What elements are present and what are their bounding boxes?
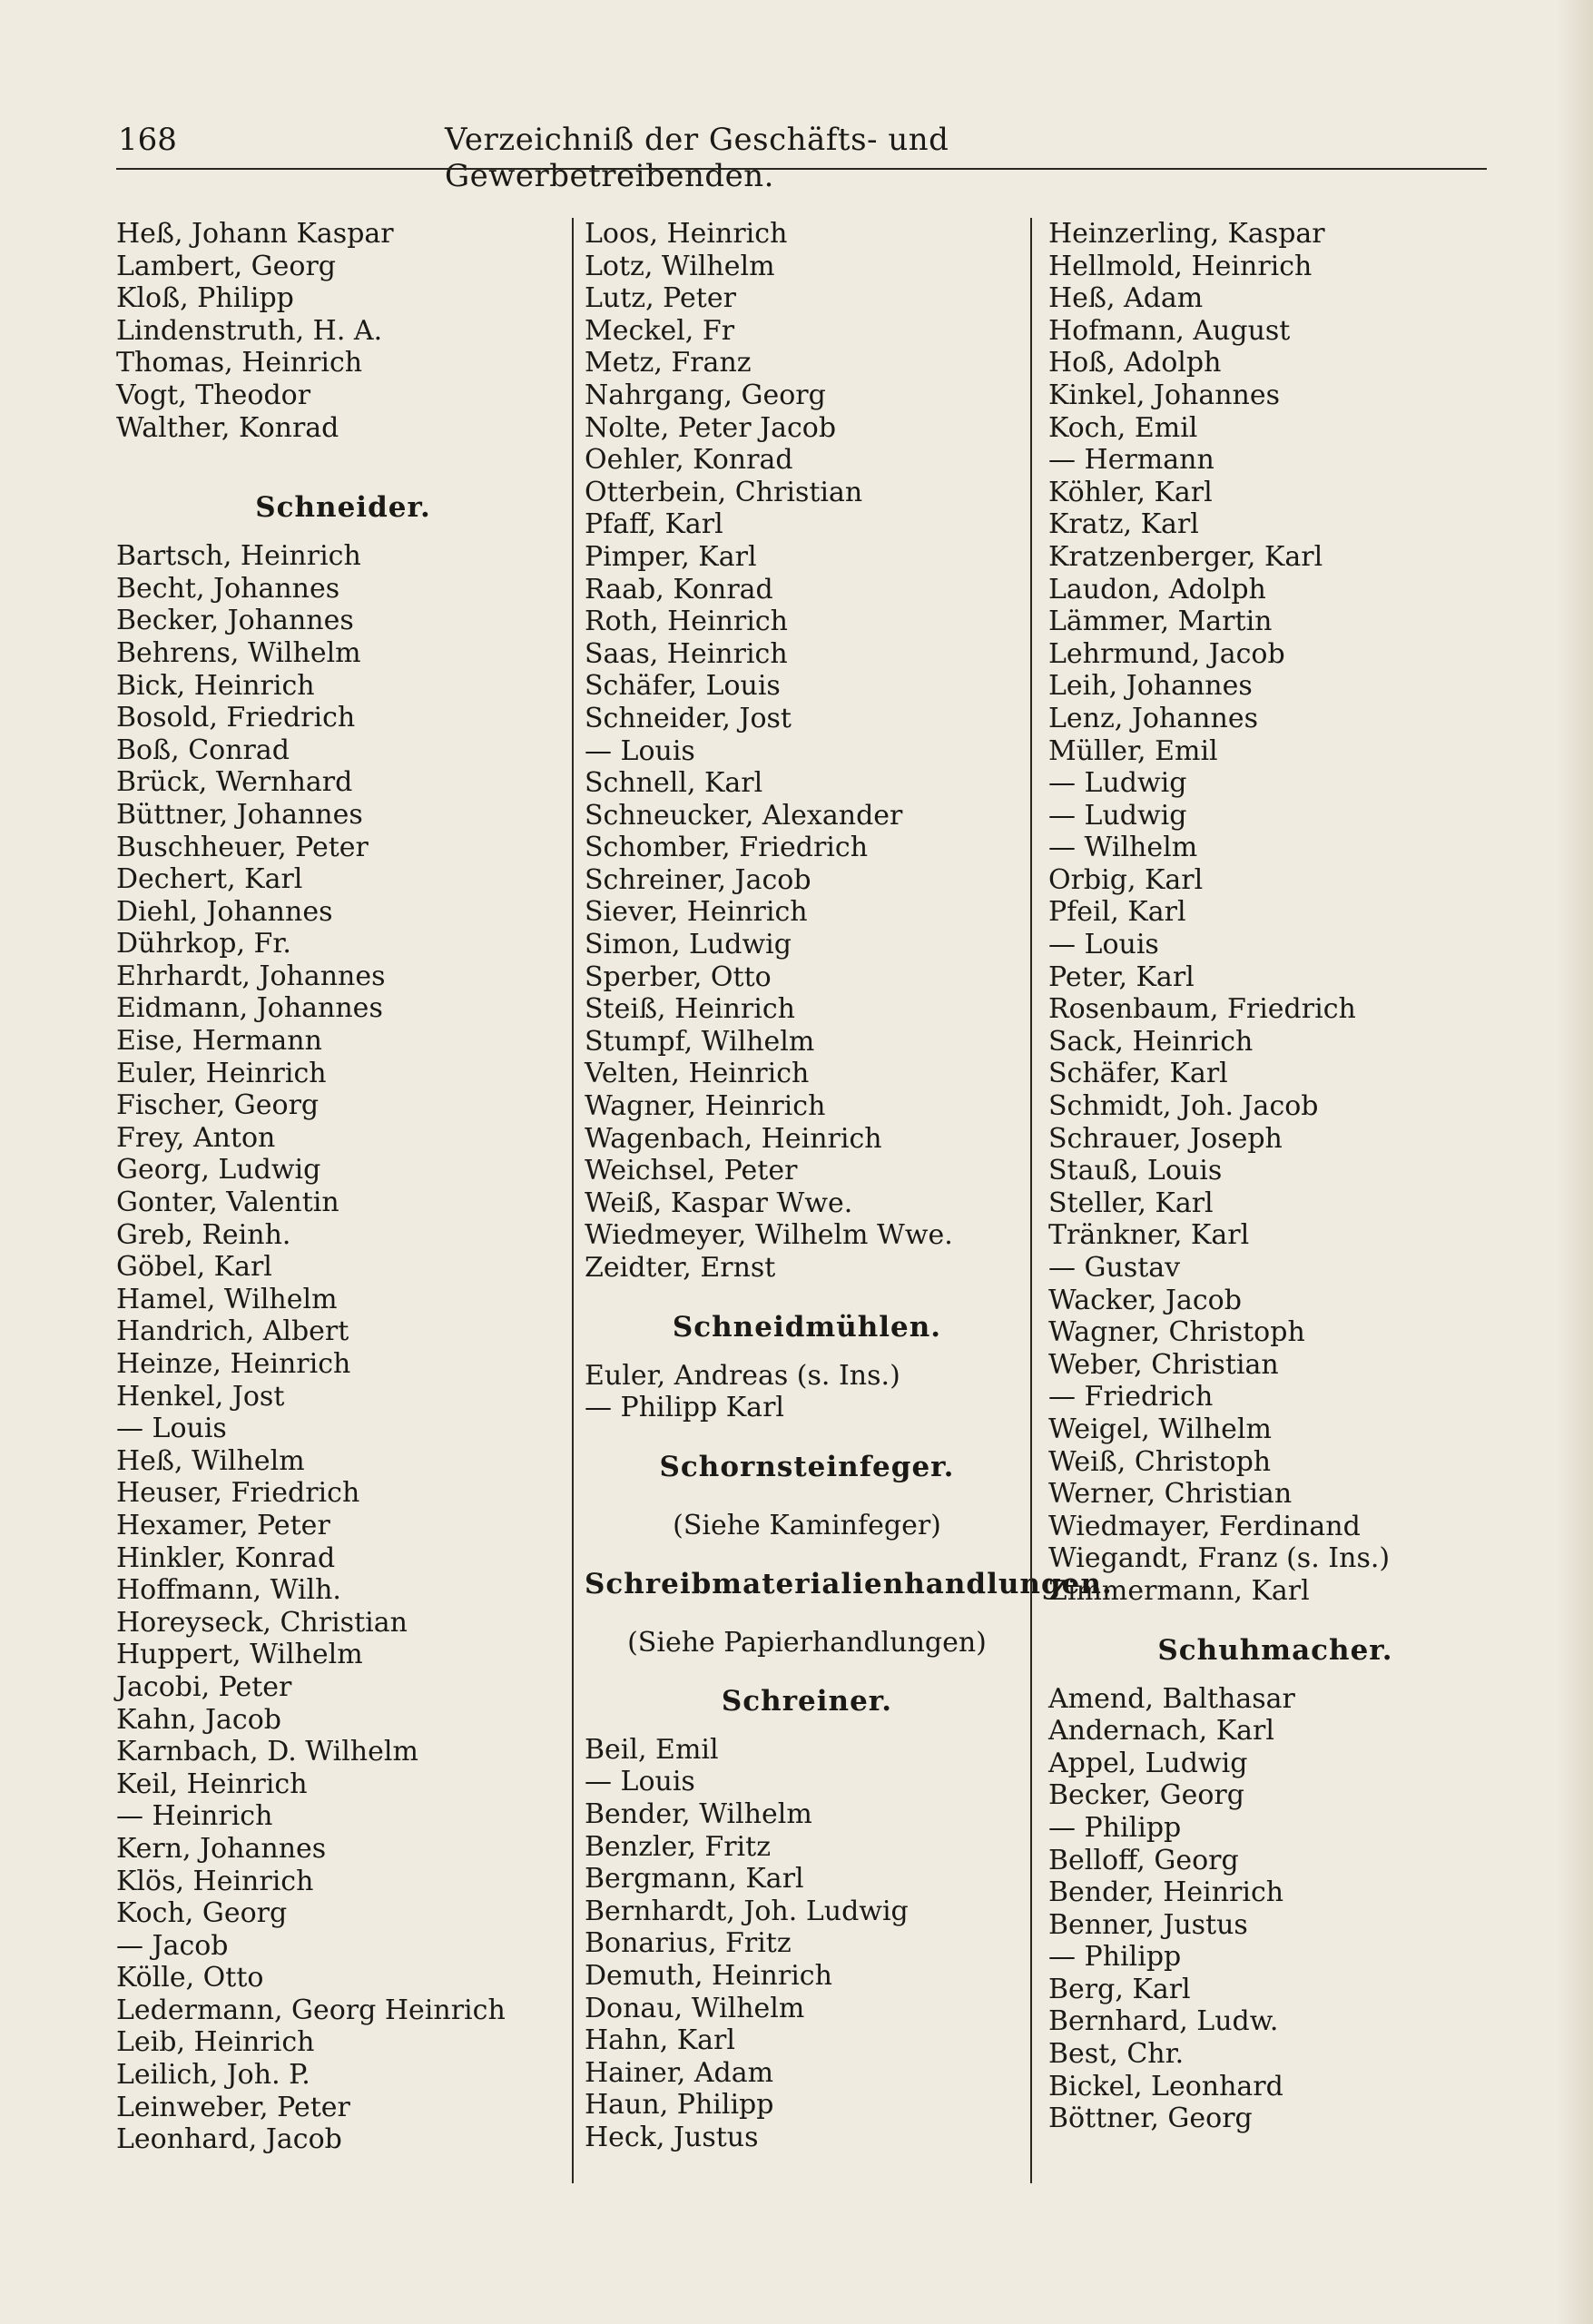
directory-entry: Weber, Christian (1048, 1348, 1279, 1381)
directory-entry: Ledermann, Georg Heinrich (116, 1994, 506, 2026)
directory-entry: Weiß, Kaspar Wwe. (585, 1187, 853, 1219)
directory-entry: Hamel, Wilhelm (116, 1283, 338, 1315)
directory-entry: Köhler, Karl (1048, 476, 1213, 508)
directory-entry: Steiß, Heinrich (585, 993, 795, 1026)
directory-entry: Metz, Franz (585, 347, 752, 379)
directory-entry: Pfaff, Karl (585, 508, 723, 541)
directory-entry: Orbig, Karl (1048, 863, 1204, 896)
directory-entry: Beil, Emil (585, 1733, 719, 1766)
column-divider (572, 218, 574, 2183)
directory-entry: — Philipp (1048, 1941, 1182, 1974)
directory-entry: Lenz, Johannes (1048, 702, 1258, 734)
directory-entry: Jacobi, Peter (116, 1670, 292, 1703)
directory-entry: Koch, Georg (116, 1897, 288, 1930)
directory-entry: Hoffmann, Wilh. (116, 1574, 341, 1607)
directory-entry: — Friedrich (1048, 1381, 1214, 1413)
directory-entry: Brück, Wernhard (116, 766, 353, 799)
directory-entry: Leinweber, Peter (116, 2091, 350, 2123)
directory-entry: Hinkler, Konrad (116, 1541, 336, 1574)
directory-entry: — Louis (116, 1413, 227, 1445)
page-edge-shadow (1557, 0, 1593, 2324)
directory-entry: Greb, Reinh. (116, 1218, 291, 1251)
directory-entry: Eise, Hermann (116, 1025, 322, 1058)
directory-entry: — Ludwig (1048, 799, 1187, 832)
directory-entry: Georg, Ludwig (116, 1154, 321, 1187)
directory-entry: Bosold, Friedrich (116, 702, 356, 734)
directory-entry: Nahrgang, Georg (585, 379, 826, 411)
directory-entry: Weiß, Christoph (1048, 1445, 1272, 1478)
directory-entry: Weichsel, Peter (585, 1155, 798, 1187)
directory-entry: Becker, Georg (1048, 1779, 1244, 1812)
directory-entry: Bender, Wilhelm (585, 1797, 812, 1830)
directory-entry: Kölle, Otto (116, 1962, 264, 1994)
directory-entry: Wiedmeyer, Wilhelm Wwe. (585, 1219, 953, 1252)
directory-entry: Kratzenberger, Karl (1048, 540, 1323, 573)
directory-entry: Vogt, Theodor (116, 379, 311, 411)
directory-entry: Belloff, Georg (1048, 1844, 1239, 1876)
directory-entry: Velten, Heinrich (585, 1058, 810, 1090)
directory-entry: Meckel, Fr (585, 314, 735, 347)
directory-entry: Hofmann, August (1048, 314, 1291, 347)
directory-entry: Bonarius, Fritz (585, 1927, 792, 1960)
directory-entry: Frey, Anton (116, 1121, 276, 1154)
directory-entry: Otterbein, Christian (585, 476, 863, 508)
directory-entry: Ehrhardt, Johannes (116, 960, 386, 992)
directory-entry: Leib, Heinrich (116, 2026, 315, 2059)
directory-entry: Schrauer, Joseph (1048, 1122, 1283, 1155)
directory-entry: Roth, Heinrich (585, 606, 788, 638)
directory-entry: Euler, Andreas (s. Ins.) (585, 1359, 900, 1392)
directory-entry: Boß, Conrad (116, 734, 290, 766)
directory-entry: Thomas, Heinrich (116, 347, 363, 379)
directory-entry: Rosenbaum, Friedrich (1048, 993, 1356, 1026)
directory-entry: Bergmann, Karl (585, 1863, 804, 1896)
directory-entry: Becht, Johannes (116, 572, 340, 605)
directory-entry: — Louis (585, 1766, 695, 1798)
directory-entry: Schnell, Karl (585, 767, 763, 800)
section-spacer (585, 1285, 1029, 1295)
directory-entry: Wiedmayer, Ferdinand (1048, 1510, 1361, 1542)
directory-entry: Eidmann, Johannes (116, 992, 383, 1025)
column-left (116, 218, 570, 2156)
directory-entry: Fischer, Georg (116, 1089, 320, 1122)
page-header (118, 118, 1157, 194)
directory-entry: Lämmer, Martin (1048, 606, 1273, 638)
directory-entry: Schäfer, Karl (1048, 1058, 1228, 1090)
directory-entry: Leilich, Joh. P. (116, 2059, 310, 2092)
directory-entry: Huppert, Wilhelm (116, 1639, 363, 1671)
directory-entry: Wacker, Jacob (1048, 1284, 1242, 1316)
directory-entry: Heß, Wilhelm (116, 1444, 305, 1477)
section-heading: Schornsteinfeger. (659, 1450, 955, 1483)
page-number: 168 (118, 122, 177, 158)
directory-entry: Hoß, Adolph (1048, 347, 1222, 379)
directory-entry: Haun, Philipp (585, 2089, 774, 2122)
directory-entry: Handrich, Albert (116, 1315, 349, 1348)
cross-reference-note: (Siehe Kaminfeger) (673, 1509, 941, 1541)
directory-entry: Saas, Heinrich (585, 637, 788, 670)
directory-entry: Benzler, Fritz (585, 1830, 772, 1863)
directory-entry: Heß, Johann Kaspar (116, 218, 394, 250)
directory-entry: Kratz, Karl (1048, 508, 1199, 541)
directory-entry: Stauß, Louis (1048, 1155, 1223, 1187)
directory-entry: Raab, Konrad (585, 573, 773, 606)
section-heading: Schneidmühlen. (672, 1310, 942, 1344)
directory-entry: — Louis (585, 734, 695, 767)
column-divider (1030, 218, 1032, 2183)
directory-entry: Steller, Karl (1048, 1187, 1214, 1219)
directory-entry: Kloß, Philipp (116, 282, 294, 315)
directory-entry: Pimper, Karl (585, 540, 757, 573)
directory-entry: — Philipp (1048, 1811, 1182, 1844)
directory-entry: Bender, Heinrich (1048, 1876, 1284, 1909)
directory-entry: — Gustav (1048, 1252, 1181, 1284)
section-spacer (585, 1424, 1029, 1435)
directory-entry: Benner, Justus (1048, 1908, 1248, 1941)
column-right (1048, 218, 1502, 2135)
directory-entry: Oehler, Konrad (585, 444, 793, 477)
directory-entry: Lotz, Wilhelm (585, 250, 775, 282)
directory-entry: — Ludwig (1048, 767, 1187, 800)
directory-entry: Hahn, Karl (585, 2024, 735, 2057)
column-middle (585, 218, 1113, 2154)
directory-entry: Büttner, Johannes (116, 798, 363, 831)
directory-entry: Laudon, Adolph (1048, 573, 1266, 606)
directory-entry: Zeidter, Ernst (585, 1252, 776, 1284)
section-spacer (1048, 1608, 1502, 1619)
directory-entry: — Heinrich (116, 1800, 273, 1833)
header-rule (116, 168, 1487, 170)
directory-entry: Wiegandt, Franz (s. Ins.) (1048, 1542, 1391, 1575)
directory-entry: Hellmold, Heinrich (1048, 250, 1313, 282)
section-heading: Schreibmaterialienhandlungen. (585, 1567, 1113, 1600)
directory-entry: Gonter, Valentin (116, 1187, 339, 1219)
directory-entry: Wagner, Heinrich (585, 1090, 826, 1123)
directory-entry: Andernach, Karl (1048, 1715, 1274, 1748)
directory-entry: Schomber, Friedrich (585, 832, 869, 864)
directory-entry: Werner, Christian (1048, 1478, 1293, 1511)
directory-entry: Becker, Johannes (116, 605, 354, 637)
directory-entry: Donau, Wilhelm (585, 1992, 805, 2024)
directory-entry: Heuser, Friedrich (116, 1477, 360, 1510)
directory-entry: Walther, Konrad (116, 411, 339, 444)
directory-entry: Sperber, Otto (585, 960, 772, 993)
directory-entry: Diehl, Johannes (116, 895, 333, 928)
directory-entry: Bernhardt, Joh. Ludwig (585, 1895, 909, 1927)
directory-entry: Schneucker, Alexander (585, 799, 903, 832)
directory-entry: — Wilhelm (1048, 832, 1198, 864)
running-title: Verzeichniß der Geschäfts- und Gewerbetreibenden. (445, 122, 949, 194)
directory-entry: Zimmermann, Karl (1048, 1574, 1310, 1607)
directory-entry: Demuth, Heinrich (585, 1959, 832, 1992)
directory-entry: — Louis (1048, 929, 1159, 961)
directory-entry: Schneider, Jost (585, 702, 792, 734)
directory-entry: Lambert, Georg (116, 250, 337, 282)
directory-entry: Peter, Karl (1048, 960, 1195, 993)
section-heading: Schuhmacher. (1157, 1633, 1393, 1667)
directory-entry: Sack, Heinrich (1048, 1025, 1254, 1058)
directory-entry: — Hermann (1048, 444, 1214, 477)
directory-entry: Euler, Heinrich (116, 1057, 327, 1089)
directory-entry: Behrens, Wilhelm (116, 636, 361, 669)
directory-entry: Karnbach, D. Wilhelm (116, 1736, 418, 1768)
directory-entry: Wagner, Christoph (1048, 1316, 1305, 1349)
directory-entry: Wagenbach, Heinrich (585, 1122, 882, 1155)
directory-entry: Pfeil, Karl (1048, 896, 1186, 929)
directory-entry: Buschheuer, Peter (116, 831, 369, 863)
directory-entry: Heck, Justus (585, 2121, 759, 2153)
directory-entry: — Philipp Karl (585, 1392, 785, 1424)
directory-entry: Heinze, Heinrich (116, 1348, 351, 1380)
directory-entry: Dechert, Karl (116, 863, 303, 896)
directory-entry: Simon, Ludwig (585, 929, 792, 961)
directory-entry: Bick, Heinrich (116, 669, 315, 702)
directory-entry: Horeyseck, Christian (116, 1606, 408, 1639)
directory-entry: Siever, Heinrich (585, 896, 808, 929)
directory-entry: Heß, Adam (1048, 282, 1204, 315)
directory-entry: Böttner, Georg (1048, 2102, 1253, 2135)
directory-entry: Lutz, Peter (585, 282, 736, 315)
directory-entry: — Jacob (116, 1929, 229, 1962)
directory-entry: Nolte, Peter Jacob (585, 411, 837, 444)
directory-entry: Appel, Ludwig (1048, 1747, 1248, 1779)
directory-entry: Keil, Heinrich (116, 1768, 308, 1800)
directory-entry: Tränkner, Karl (1048, 1219, 1250, 1252)
directory-entry: Loos, Heinrich (585, 218, 788, 250)
directory-entry: Lindenstruth, H. A. (116, 314, 383, 347)
directory-entry: Berg, Karl (1048, 1973, 1191, 2005)
directory-entry: Best, Chr. (1048, 2038, 1185, 2071)
directory-entry: Schreiner, Jacob (585, 863, 811, 896)
directory-entry: Kinkel, Johannes (1048, 379, 1281, 411)
directory-entry: Kern, Johannes (116, 1832, 327, 1865)
directory-entry: Heinzerling, Kaspar (1048, 218, 1325, 250)
directory-entry: Bickel, Leonhard (1048, 2070, 1283, 2102)
directory-entry: Dührkop, Fr. (116, 928, 291, 960)
directory-entry: Leih, Johannes (1048, 670, 1253, 703)
cross-reference-note: (Siehe Papierhandlungen) (627, 1626, 987, 1659)
directory-entry: Lehrmund, Jacob (1048, 637, 1285, 670)
directory-entry: Bernhard, Ludw. (1048, 2005, 1279, 2038)
directory-entry: Bartsch, Heinrich (116, 540, 361, 573)
directory-entry: Koch, Emil (1048, 411, 1198, 444)
directory-entry: Weigel, Wilhelm (1048, 1413, 1272, 1445)
directory-entry: Amend, Balthasar (1048, 1682, 1295, 1715)
section-heading: Schreiner. (721, 1684, 893, 1718)
directory-entry: Hexamer, Peter (116, 1509, 330, 1541)
directory-entry: Hainer, Adam (585, 2056, 774, 2089)
directory-entry: Schmidt, Joh. Jacob (1048, 1090, 1319, 1123)
directory-entry: Schäfer, Louis (585, 670, 781, 703)
section-heading: Schneider. (255, 491, 431, 525)
directory-entry: Henkel, Jost (116, 1380, 285, 1413)
directory-entry: Klös, Heinrich (116, 1865, 314, 1897)
directory-entry: Stumpf, Wilhelm (585, 1025, 815, 1058)
section-spacer (116, 444, 570, 476)
directory-entry: Kahn, Jacob (116, 1703, 281, 1736)
directory-entry: Göbel, Karl (116, 1251, 272, 1284)
directory-entry: Leonhard, Jacob (116, 2123, 342, 2156)
directory-entry: Müller, Emil (1048, 734, 1218, 767)
